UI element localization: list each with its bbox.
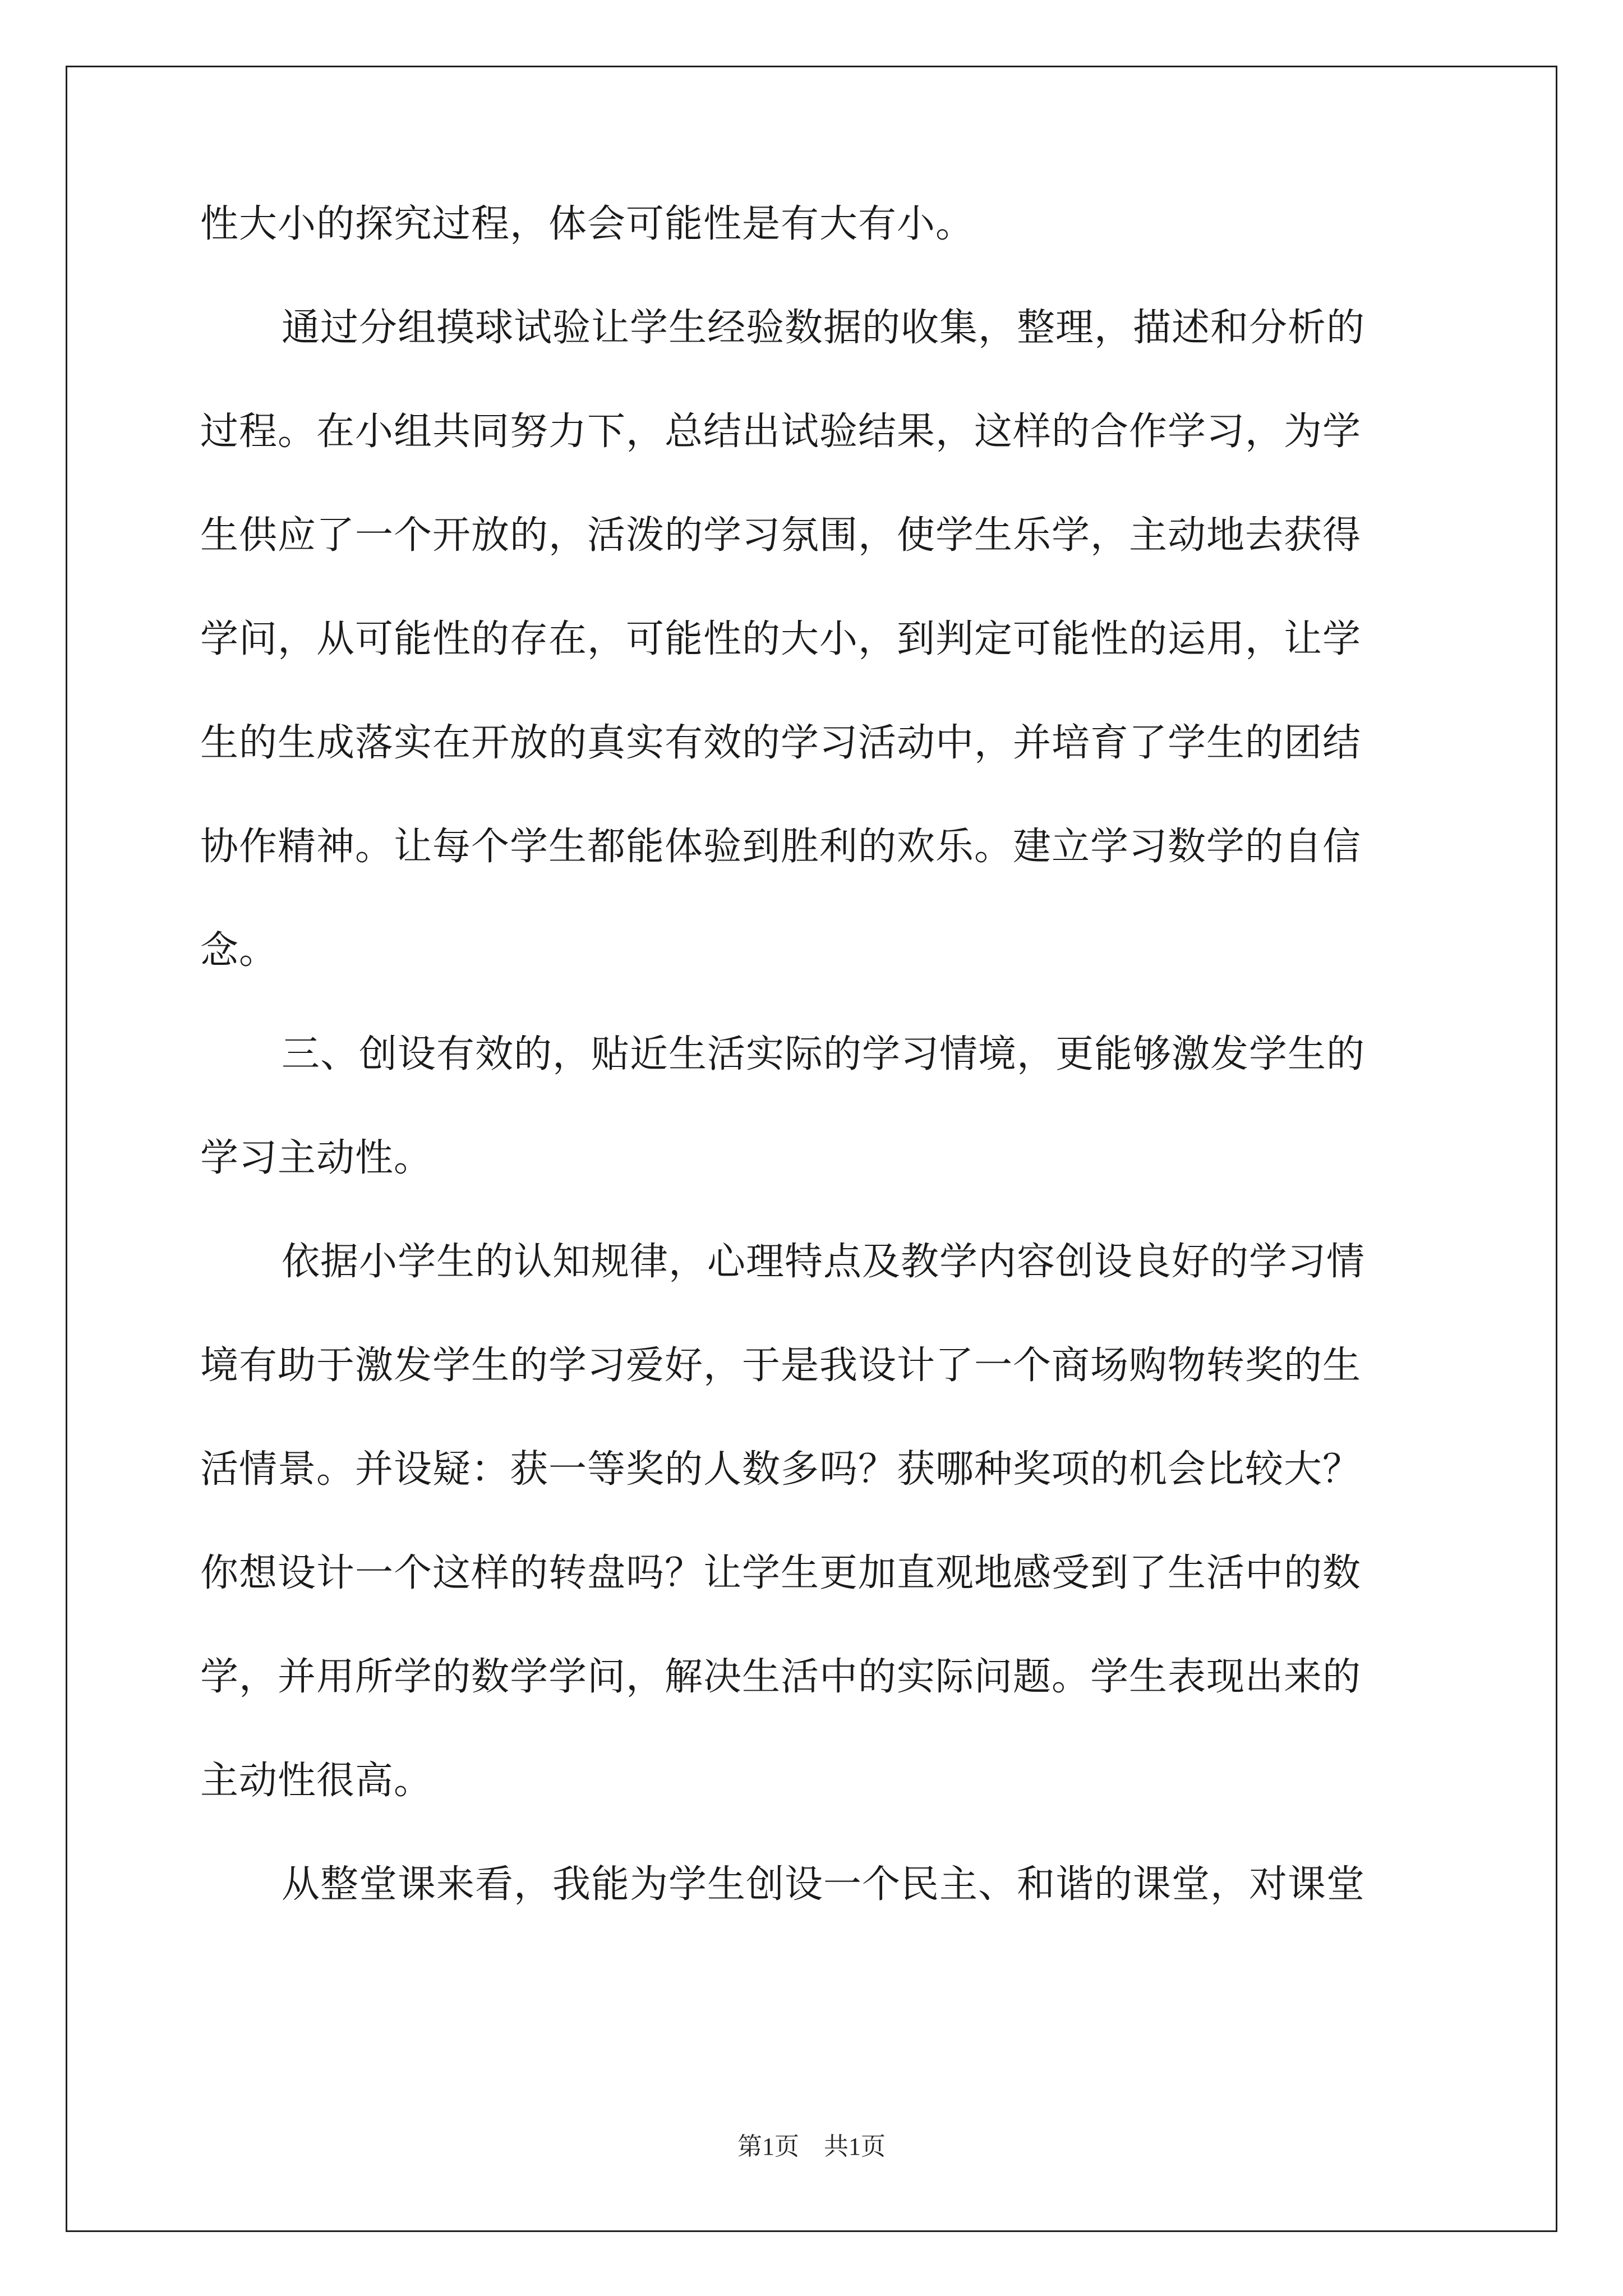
- text-line: 学习主动性。: [200, 1136, 433, 1180]
- page-number-footer: 第1页 共1页: [737, 2133, 886, 2160]
- text-line: 性大小的探究过程，体会可能性是有大有小。: [200, 202, 975, 246]
- paragraph-start-line: 从整堂课来看，我能为学生创设一个民主、和谐的课堂，对课堂: [282, 1862, 1366, 1907]
- text-line: 你想设计一个这样的转盘吗？让学生更加直观地感受到了生活中的数: [200, 1551, 1362, 1595]
- text-line: 协作精神。让每个学生都能体验到胜利的欢乐。建立学习数学的自信: [200, 825, 1362, 869]
- text-line: 境有助于激发学生的学习爱好，于是我设计了一个商场购物转奖的生: [200, 1343, 1362, 1388]
- text-line: 生的生成落实在开放的真实有效的学习活动中，并培育了学生的团结: [200, 721, 1362, 765]
- text-line: 学问，从可能性的存在，可能性的大小，到判定可能性的运用，让学: [200, 617, 1362, 661]
- text-line: 过程。在小组共同努力下，总结出试验结果，这样的合作学习，为学: [200, 409, 1362, 454]
- section-heading-line: 三、创设有效的，贴近生活实际的学习情境，更能够激发学生的: [282, 1032, 1366, 1076]
- paragraph-start-line: 通过分组摸球试验让学生经验数据的收集，整理，描述和分析的: [282, 306, 1366, 350]
- text-line: 学，并用所学的数学学问，解决生活中的实际问题。学生表现出来的: [200, 1655, 1362, 1699]
- paragraph-start-line: 依据小学生的认知规律，心理特点及教学内容创设良好的学习情: [282, 1240, 1366, 1284]
- text-line: 活情景。并设疑：获一等奖的人数多吗？获哪种奖项的机会比较大？: [200, 1447, 1362, 1492]
- text-line: 念。: [200, 928, 278, 973]
- text-line: 生供应了一个开放的，活泼的学习氛围，使学生乐学，主动地去获得: [200, 513, 1362, 558]
- text-line: 主动性很高。: [200, 1759, 433, 1803]
